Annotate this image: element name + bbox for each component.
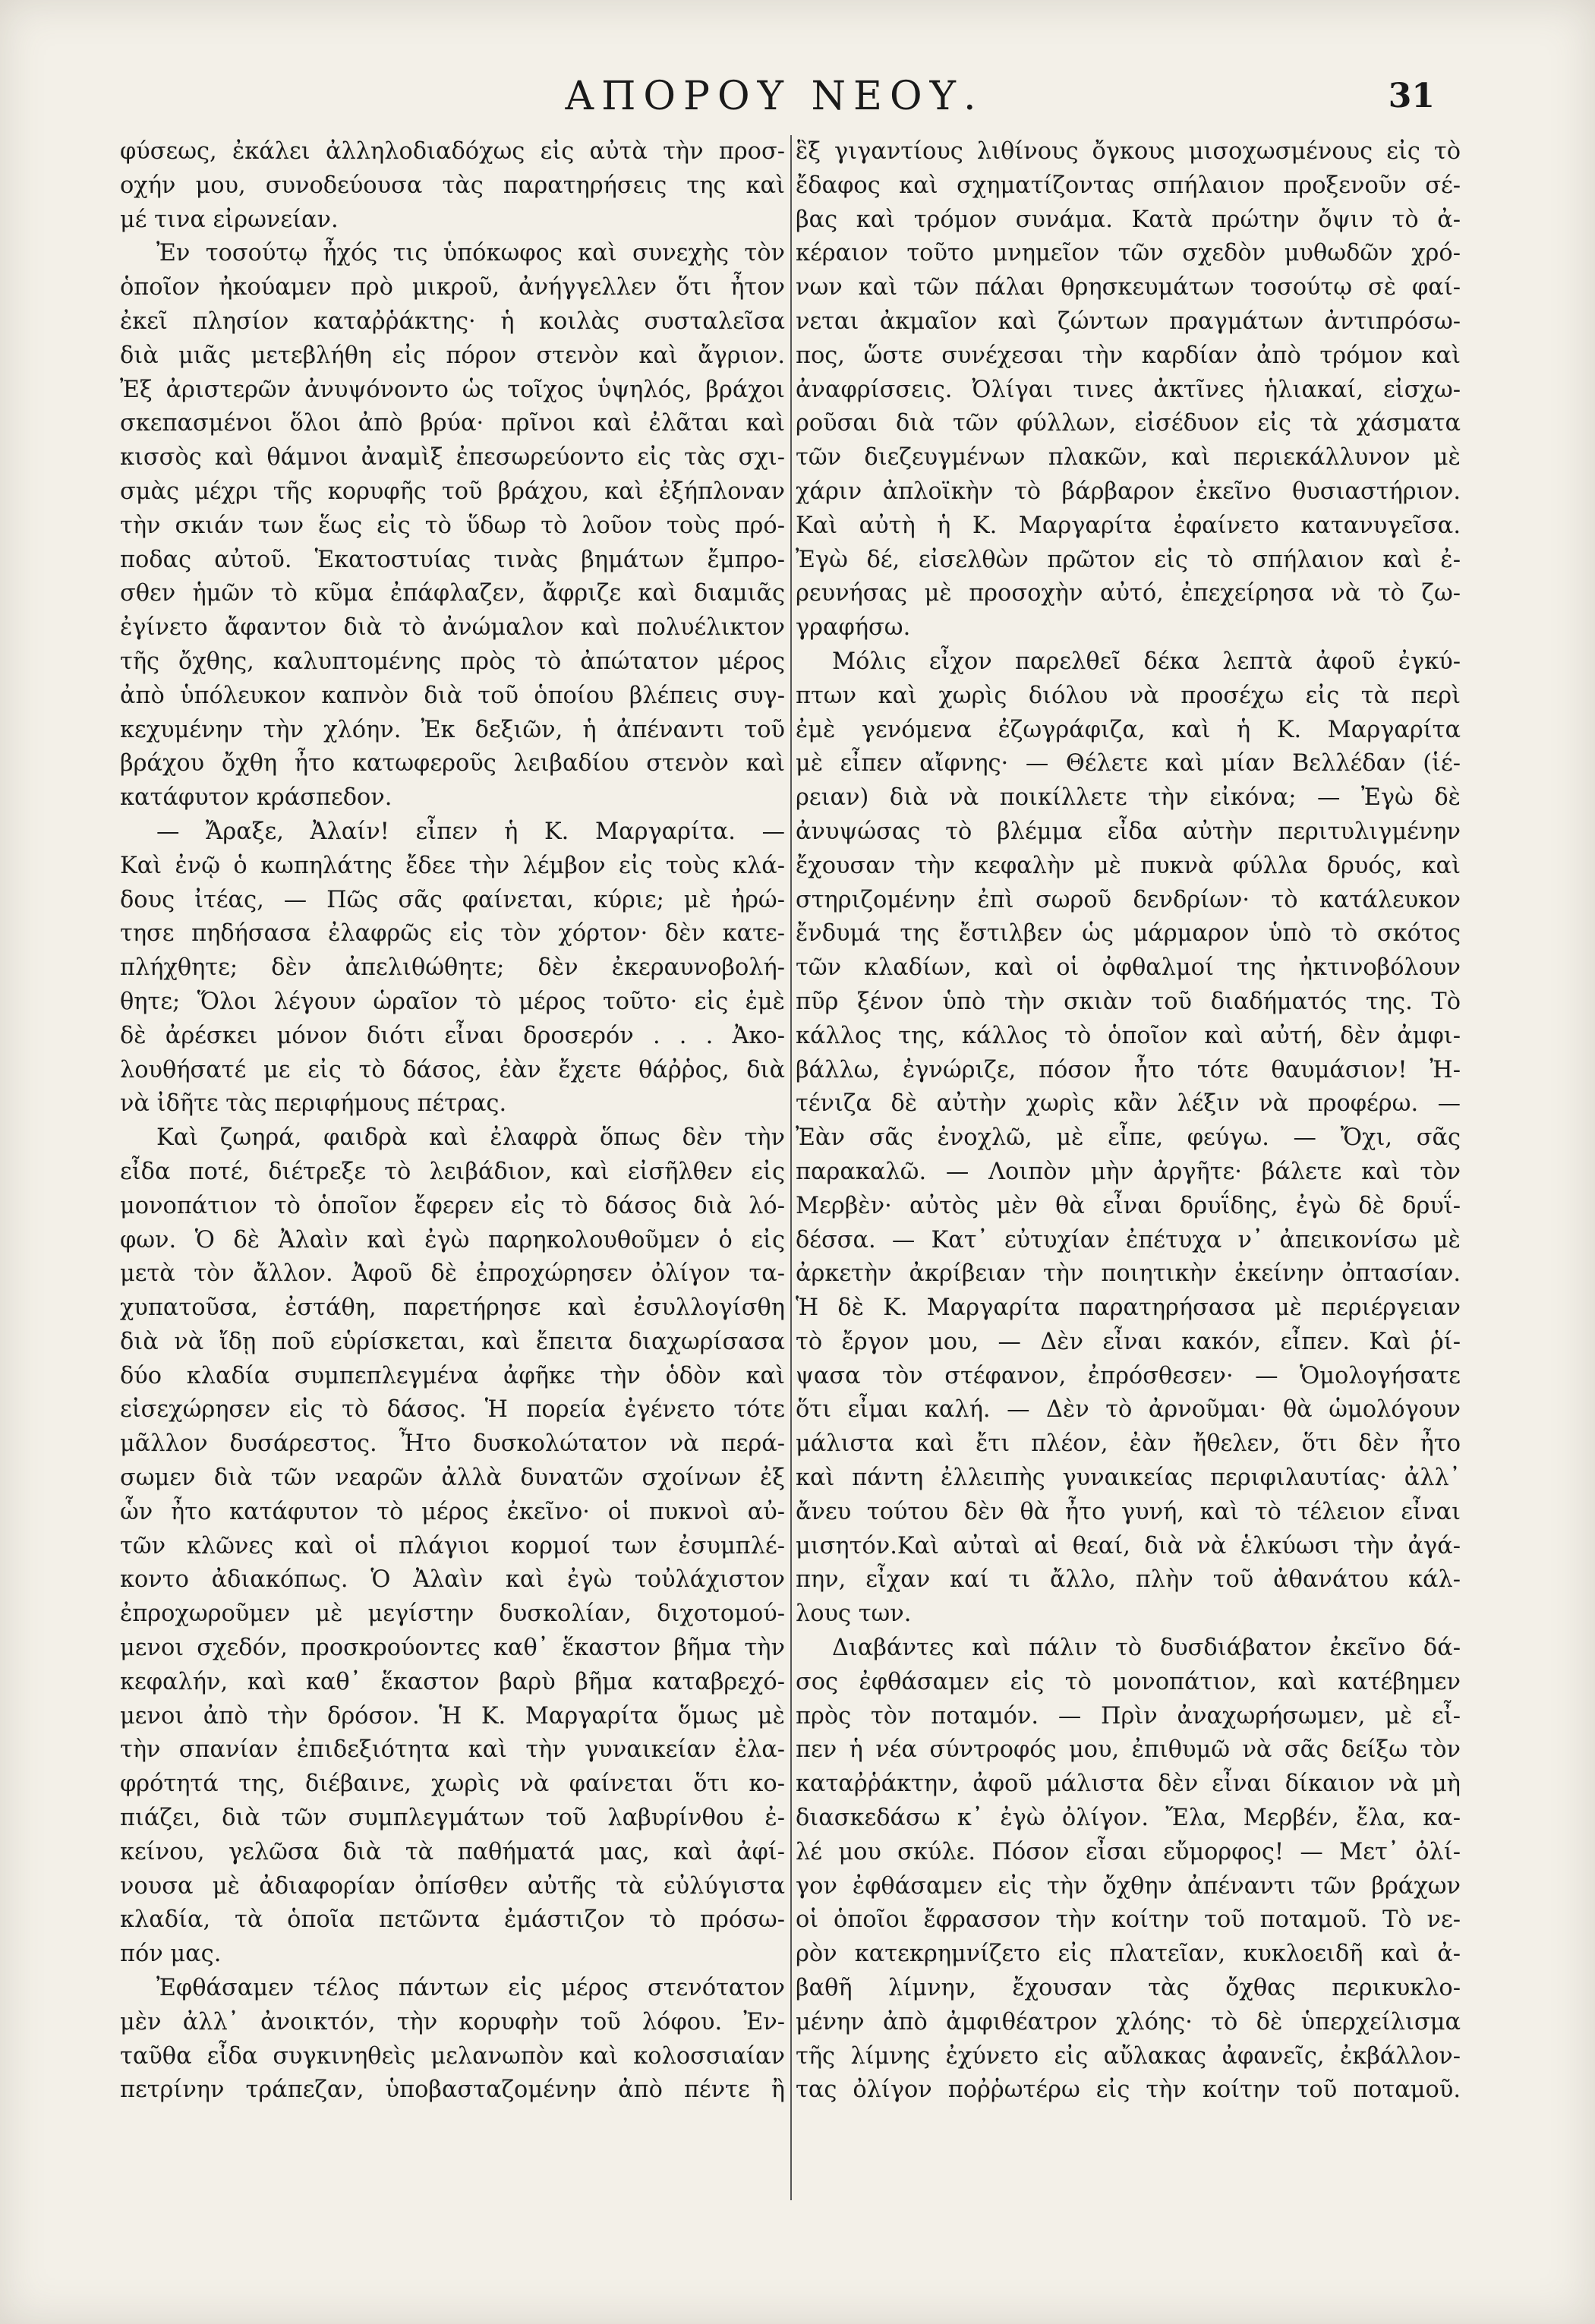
text-line: λους των.: [796, 1600, 912, 1628]
text-line: ἐκεῖ πλησίον καταῤῥάκτης· ἡ κοιλὰς συσταλεῖσα: [120, 307, 785, 335]
text-line: πος, ὥστε συνέχεσαι τὴν καρδίαν ἀπὸ τρόμον καὶ: [796, 342, 1461, 369]
text-line: γον ἐφθάσαμεν εἰς τὴν ὄχθην ἀπέναντι τῶν βράχων: [796, 1872, 1461, 1900]
text-line: πιάζει, διὰ τῶν συμπλεγμάτων τοῦ λαβυρίνθου ἐ-: [120, 1805, 785, 1832]
text-line: δους ἰτέας, — Πῶς σᾶς φαίνεται, κύριε; μὲ ἠρώ-: [120, 886, 785, 913]
text-line: μᾶλλον δυσάρεστος. Ἦτο δυσκολώτατον νὰ περά-: [120, 1430, 785, 1458]
text-line: Ἐγὼ δέ, εἰσελθὼν πρῶτον εἰς τὸ σπήλαιον καὶ ἐ-: [796, 546, 1461, 573]
text-line: διὰ μιᾶς μετεβλήθη εἰς πόρον στενὸν καὶ ἄγριον.: [120, 342, 785, 369]
text-line: — Ἄραξε, Ἀλαίν! εἶπεν ἡ Κ. Μαργαρίτα. —: [156, 818, 785, 845]
text-line: κοντο ἀδιακόπως. Ὁ Ἀλαὶν καὶ ἐγὼ τοὐλάχιστον: [120, 1566, 785, 1594]
text-line: πόν μας.: [120, 1941, 222, 1968]
text-line: λουθήσατέ με εἰς τὸ δάσος, ἐὰν ἔχετε θάῤῥος, διὰ: [120, 1056, 785, 1083]
text-line: σμὰς μέχρι τῆς κορυφῆς τοῦ βράχου, καὶ ἐξήπλοναν: [120, 478, 785, 505]
text-line: πην, εἶχαν καί τι ἄλλο, πλὴν τοῦ ἀθανάτου κάλ-: [796, 1566, 1461, 1594]
text-line: νων καὶ τῶν πάλαι θρησκευμάτων τοσούτῳ σὲ φαί-: [796, 274, 1461, 301]
text-line: βαθῆ λίμνην, ἔχουσαν τὰς ὄχθας περικυκλο-: [796, 1975, 1461, 2002]
text-line: Ἐὰν σᾶς ἐνοχλῶ, μὲ εἶπε, φεύγω. — Ὄχι, σᾶς: [796, 1124, 1461, 1152]
text-line: χάριν ἀπλοϊκὴν τὸ βάρβαρον ἐκεῖνο θυσιαστήριον.: [796, 478, 1461, 505]
text-line: μέ τινα εἰρωνείαν.: [120, 206, 339, 233]
text-line: ποδας αὐτοῦ. Ἑκατοστυίας τινὰς βημάτων ἔμπρο-: [120, 546, 785, 573]
text-line: ὅτι εἶμαι καλή. — Δὲν τὸ ἀρνοῦμαι· θὰ ὡμολόγουν: [796, 1396, 1461, 1424]
page-number: 31: [1388, 77, 1435, 115]
text-line: μονοπάτιον τὸ ὁποῖον ἔφερεν εἰς τὸ δάσος διὰ λό-: [120, 1192, 785, 1219]
text-line: τῶν κλῶνες καὶ οἱ πλάγιοι κορμοί των ἐσυμπλέ-: [120, 1532, 785, 1559]
text-line: καταῤῥάκτην, ἀφοῦ μάλιστα δὲν εἶναι δίκαιον νὰ μὴ: [796, 1771, 1461, 1798]
text-line: κεφαλήν, καὶ καθ᾽ ἕκαστον βαρὺ βῆμα καταβρεχό-: [120, 1668, 785, 1695]
text-line: ἀπὸ ὑπόλευκον καπνὸν διὰ τοῦ ὁποίου βλέπεις συγ-: [120, 682, 785, 709]
text-line: λέ μου σκύλε. Πόσον εἶσαι εὔμορφος! — Μετ᾽ ὀλί-: [796, 1838, 1461, 1865]
text-line: ὧν ἦτο κατάφυτον τὸ μέρος ἐκεῖνο· οἱ πυκνοὶ αὐ-: [120, 1498, 785, 1525]
text-line: σκεπασμένοι ὅλοι ἀπὸ βρύα· πρῖνοι καὶ ἐλᾶται καὶ: [120, 410, 785, 437]
text-line: ρευνήσας μὲ προσοχὴν αὐτό, ἐπεχείρησα νὰ τὸ ζω-: [796, 580, 1461, 607]
text-line: ἔνδυμά της ἔστιλβεν ὡς μάρμαρον ὑπὸ τὸ σκότος: [796, 920, 1461, 948]
text-line: ψασα τὸν στέφανον, ἐπρόσθεσεν· — Ὁμολογήσατε: [796, 1362, 1461, 1389]
text-line: τὴν σπανίαν ἐπιδεξιότητα καὶ τὴν γυναικείαν ἐλα-: [120, 1736, 785, 1764]
text-line: Ἐφθάσαμεν τέλος πάντων εἰς μέρος στενότατον: [156, 1975, 785, 2002]
text-line: μισητόν.Καὶ αὐταὶ αἱ θεαί, διὰ νὰ ἑλκύωσι τὴν ἀγά-: [796, 1532, 1461, 1559]
text-line: δύο κλαδία συμπεπλεγμένα ἀφῆκε τὴν ὁδὸν καὶ: [120, 1362, 785, 1389]
text-line: κεχυμένην τὴν χλόην. Ἐκ δεξιῶν, ἡ ἀπέναντι τοῦ: [120, 716, 785, 743]
text-line: σωμεν διὰ τῶν νεαρῶν ἀλλὰ δυνατῶν σχοίνων ἐξ: [120, 1465, 785, 1492]
text-line: κισσὸς καὶ θάμνοι ἀναμὶξ ἐπεσωρεύοντο εἰς τὰς σχι-: [120, 444, 785, 471]
text-line: Καὶ αὐτὴ ἡ Κ. Μαργαρίτα ἐφαίνετο κατανυγεῖσα.: [796, 512, 1461, 539]
text-line: ροῦσαι διὰ τῶν φύλλων, εἰσέδυον εἰς τὰ χάσματα: [796, 410, 1461, 437]
text-line: τένιζα δὲ αὐτὴν χωρὶς κἂν λέξιν νὰ προφέρω. —: [796, 1090, 1461, 1118]
text-line: Διαβάντες καὶ πάλιν τὸ δυσδιάβατον ἐκεῖνο δά-: [832, 1635, 1461, 1662]
text-line: πῦρ ξένον ὑπὸ τὴν σκιὰν τοῦ διαδήματός της. Τὸ: [796, 988, 1461, 1015]
text-line: σος ἐφθάσαμεν εἰς τὸ μονοπάτιον, καὶ κατέβημεν: [796, 1668, 1461, 1695]
text-line: μενοι σχεδόν, προσκρούοντες καθ᾽ ἕκαστον βῆμα τὴν: [120, 1635, 785, 1662]
text-line: ἐπροχωροῦμεν μὲ μεγίστην δυσκολίαν, διχοτομού-: [120, 1600, 785, 1628]
text-column-right: [796, 135, 1461, 2108]
text-line: κλαδία, τὰ ὁποῖα πετῶντα ἐμάστιζον τὸ πρόσω-: [120, 1906, 785, 1934]
text-line: Ἡ δὲ Κ. Μαργαρίτα παρατηρήσασα μὲ περιέργειαν: [796, 1294, 1461, 1322]
text-line: ἄνευ τούτου δὲν θὰ ἦτο γυνή, καὶ τὸ τέλειον εἶναι: [796, 1498, 1461, 1525]
text-line: ταῦθα εἶδα συγκινηθεὶς μελανωπὸν καὶ κολοσσιαίαν: [120, 2042, 785, 2070]
text-line: δέσσα. — Κατ᾽ εὐτυχίαν ἐπέτυχα ν᾽ ἀπεικονίσω μὲ: [796, 1226, 1461, 1253]
text-line: κείνου, γελῶσα διὰ τὰ παθήματά μας, καὶ ἀφί-: [120, 1838, 785, 1865]
text-line: ρὸν κατεκρημνίζετο εἰς πλατεῖαν, κυκλοειδῆ καὶ ἀ-: [796, 1941, 1461, 1968]
text-line: εἰσεχώρησεν εἰς τὸ δάσος. Ἡ πορεία ἐγένετο τότε: [120, 1396, 785, 1424]
text-line: νὰ ἰδῆτε τὰς περιφήμους πέτρας.: [120, 1090, 507, 1118]
text-line: Μερβὲν· αὐτὸς μὲν θὰ εἶναι δρυΐδης, ἐγὼ δὲ δρυΐ-: [796, 1192, 1461, 1219]
text-line: μενοι ἀπὸ τὴν δρόσον. Ἡ Κ. Μαργαρίτα ὅμως μὲ: [120, 1702, 785, 1730]
text-line: τῶν κλαδίων, καὶ οἱ ὀφθαλμοί της ἠκτινοβόλουν: [796, 954, 1461, 982]
text-line: στηριζομένην ἐπὶ σωροῦ δενδρίων· τὸ κατάλευκον: [796, 886, 1461, 913]
text-line: γραφήσω.: [796, 614, 911, 642]
text-line: τῆς ὄχθης, καλυπτομένης πρὸς τὸ ἀπώτατον μέρος: [120, 648, 785, 675]
text-line: ἀναφρίσσεις. Ὀλίγαι τινες ἀκτῖνες ἡλιακαί, εἰσχω-: [796, 376, 1461, 403]
text-line: διὰ νὰ ἴδῃ ποῦ εὑρίσκεται, καὶ ἔπειτα διαχωρίσασα: [120, 1328, 785, 1355]
text-line: χυπατοῦσα, ἐστάθη, παρετήρησε καὶ ἐσυλλογίσθη: [120, 1294, 785, 1322]
text-line: ἔδαφος καὶ σχηματίζοντας σπήλαιον προξενοῦν σέ-: [796, 172, 1461, 199]
text-line: ἔχουσαν τὴν κεφαλὴν μὲ πυκνὰ φύλλα δρυός, καὶ: [796, 852, 1461, 879]
text-line: νεται ἀκμαῖον καὶ ζώντων πραγμάτων ἀντιπρόσω-: [796, 307, 1461, 335]
text-line: οἱ ὁποῖοι ἔφρασσον τὴν κοίτην τοῦ ποταμοῦ. Τὸ νε-: [796, 1906, 1461, 1934]
text-line: πετρίνην τράπεζαν, ὑποβασταζομένην ἀπὸ πέντε ἢ: [120, 2076, 785, 2104]
text-line: ἐγίνετο ἄφαντον διὰ τὸ ἀνώμαλον καὶ πολυέλικτον: [120, 614, 785, 642]
text-line: Ἐξ ἀριστερῶν ἀνυψόνοντο ὡς τοῖχος ὑψηλός, βράχοι: [120, 376, 785, 403]
text-line: τὸ ἔργον μου, — Δὲν εἶναι κακόν, εἶπεν. Καὶ ῥί-: [796, 1328, 1461, 1355]
text-line: τησε πηδήσασα ἐλαφρῶς εἰς τὸν χόρτον· δὲν κατε-: [120, 920, 785, 948]
text-line: πτων καὶ χωρὶς διόλου νὰ προσέχω εἰς τὰ περὶ: [796, 682, 1461, 709]
text-line: φύσεως, ἐκάλει ἀλληλοδιαδόχως εἰς αὐτὰ τὴν προσ-: [120, 138, 785, 165]
text-line: κέραιον τοῦτο μνημεῖον τῶν σχεδὸν μυθωδῶν χρό-: [796, 240, 1461, 267]
text-line: βράχου ὄχθη ἦτο κατωφεροῦς λειβαδίου στενὸν καὶ: [120, 750, 785, 777]
text-line: μὲ εἶπεν αἴφνης· — Θέλετε καὶ μίαν Βελλέδαν (ἱέ-: [796, 750, 1461, 777]
text-line: φων. Ὁ δὲ Ἀλαὶν καὶ ἐγὼ παρηκολουθοῦμεν ὁ εἰς: [120, 1226, 785, 1253]
text-line: μάλιστα καὶ ἔτι πλέον, ἐὰν ἤθελεν, ὅτι δὲν ἦτο: [796, 1430, 1461, 1458]
text-line: κάλλος της, κάλλος τὸ ὁποῖον καὶ αὐτή, δὲν ἀμφι-: [796, 1022, 1461, 1049]
text-line: φρότητά της, διέβαινε, χωρὶς νὰ φαίνεται ὅτι κο-: [120, 1771, 785, 1798]
text-line: Καὶ ζωηρά, φαιδρὰ καὶ ἐλαφρὰ ὅπως δὲν τὴν: [156, 1124, 785, 1152]
text-line: πλήχθητε; δὲν ἀπελιθώθητε; δὲν ἐκεραυνοβολή-: [120, 954, 785, 982]
text-line: ἐμὲ γενόμενα ἐζωγράφιζα, καὶ ἡ Κ. Μαργαρίτα: [796, 716, 1461, 743]
text-line: μένην ἀπὸ ἀμφιθέατρον χλόης· τὸ δὲ ὑπερχείλισμα: [796, 2008, 1461, 2035]
text-line: τας ὀλίγον ποῤῥωτέρω εἰς τὴν κοίτην τοῦ ποταμοῦ.: [796, 2076, 1461, 2104]
text-line: κατάφυτον κράσπεδον.: [120, 784, 392, 812]
text-column-left: [120, 135, 785, 2108]
text-line: δὲ ἀρέσκει μόνον διότι εἶναι δροσερόν . . . Ἀκο-: [120, 1022, 785, 1049]
text-line: σθεν ἡμῶν τὸ κῦμα ἐπάφλαζεν, ἄφριζε καὶ διαμιᾶς: [120, 580, 785, 607]
text-line: εἶδα ποτέ, διέτρεξε τὸ λειβάδιον, καὶ εἰσῆλθεν εἰς: [120, 1158, 785, 1185]
text-line: ἀνυψώσας τὸ βλέμμα εἶδα αὐτὴν περιτυλιγμένην: [796, 818, 1461, 845]
text-line: ἀρκετὴν ἀκρίβειαν τὴν ποιητικὴν ἐκείνην ὀπτασίαν.: [796, 1260, 1461, 1288]
text-line: παρακαλῶ. — Λοιπὸν μὴν ἀργῆτε· βάλετε καὶ τὸν: [796, 1158, 1461, 1185]
text-line: πεν ἡ νέα σύντροφός μου, ἐπιθυμῶ νὰ σᾶς δείξω τὸν: [796, 1736, 1461, 1764]
text-line: θητε; Ὅλοι λέγουν ὡραῖον τὸ μέρος τοῦτο· εἰς ἐμὲ: [120, 988, 785, 1015]
text-line: τὴν σκιάν των ἕως εἰς τὸ ὕδωρ τὸ λοῦον τοὺς πρό-: [120, 512, 785, 539]
text-line: νουσα μὲ ἀδιαφορίαν ὀπίσθεν αὐτῆς τὰ εὐλύγιστα: [120, 1872, 785, 1900]
text-line: Ἐν τοσούτῳ ἦχός τις ὑπόκωφος καὶ συνεχὴς τὸν: [156, 240, 785, 267]
page-header: [114, 70, 1435, 123]
text-line: διασκεδάσω κ᾽ ἐγὼ ὀλίγον. Ἔλα, Μερβέν, ἔλα, κα-: [796, 1805, 1461, 1832]
text-line: τῶν διεζευγμένων πλακῶν, καὶ περιεκάλλυνον μὲ: [796, 444, 1461, 471]
text-line: ρειαν) διὰ νὰ ποικίλλετε τὴν εἰκόνα; — Ἐγὼ δὲ: [796, 784, 1461, 812]
text-line: Μόλις εἶχον παρελθεῖ δέκα λεπτὰ ἀφοῦ ἐγκύ-: [832, 648, 1461, 675]
text-line: πρὸς τὸν ποταμόν. — Πρὶν ἀναχωρήσωμεν, μὲ εἶ-: [796, 1702, 1461, 1730]
text-line: τῆς λίμνης ἐχύνετο εἰς αὔλακας ἀφανεῖς, ἐκβάλλον-: [796, 2042, 1461, 2070]
text-line: οχήν μου, συνοδεύουσα τὰς παρατηρήσεις της καὶ: [120, 172, 785, 199]
text-line: καὶ πάντη ἐλλειπὴς γυναικείας περιφιλαυτίας· ἀλλ᾽: [796, 1465, 1461, 1492]
text-line: ὁποῖον ἠκούαμεν πρὸ μικροῦ, ἀνήγγελλεν ὅτι ἦτον: [120, 274, 785, 301]
running-head: ΑΠΟΡΟΥ ΝΕΟΥ.: [565, 74, 984, 119]
text-line: μετὰ τὸν ἄλλον. Ἀφοῦ δὲ ἐπροχώρησεν ὀλίγον τα-: [120, 1260, 785, 1288]
text-line: ἓξ γιγαντίους λιθίνους ὄγκους μισοχωσμένους εἰς τὸ: [796, 138, 1461, 165]
text-line: βάλλω, ἐγνώριζε, πόσον ἦτο τότε θαυμάσιον! Ἠ-: [796, 1056, 1461, 1083]
text-line: Καὶ ἐνῷ ὁ κωπηλάτης ἔδεε τὴν λέμβον εἰς τοὺς κλά-: [120, 852, 785, 879]
column-divider: [790, 135, 792, 2200]
text-line: μὲν ἀλλ᾽ ἀνοικτόν, τὴν κορυφὴν τοῦ λόφου. Ἐν-: [120, 2008, 785, 2035]
text-line: βας καὶ τρόμον συνάμα. Κατὰ πρώτην ὄψιν τὸ ἀ-: [796, 206, 1461, 233]
